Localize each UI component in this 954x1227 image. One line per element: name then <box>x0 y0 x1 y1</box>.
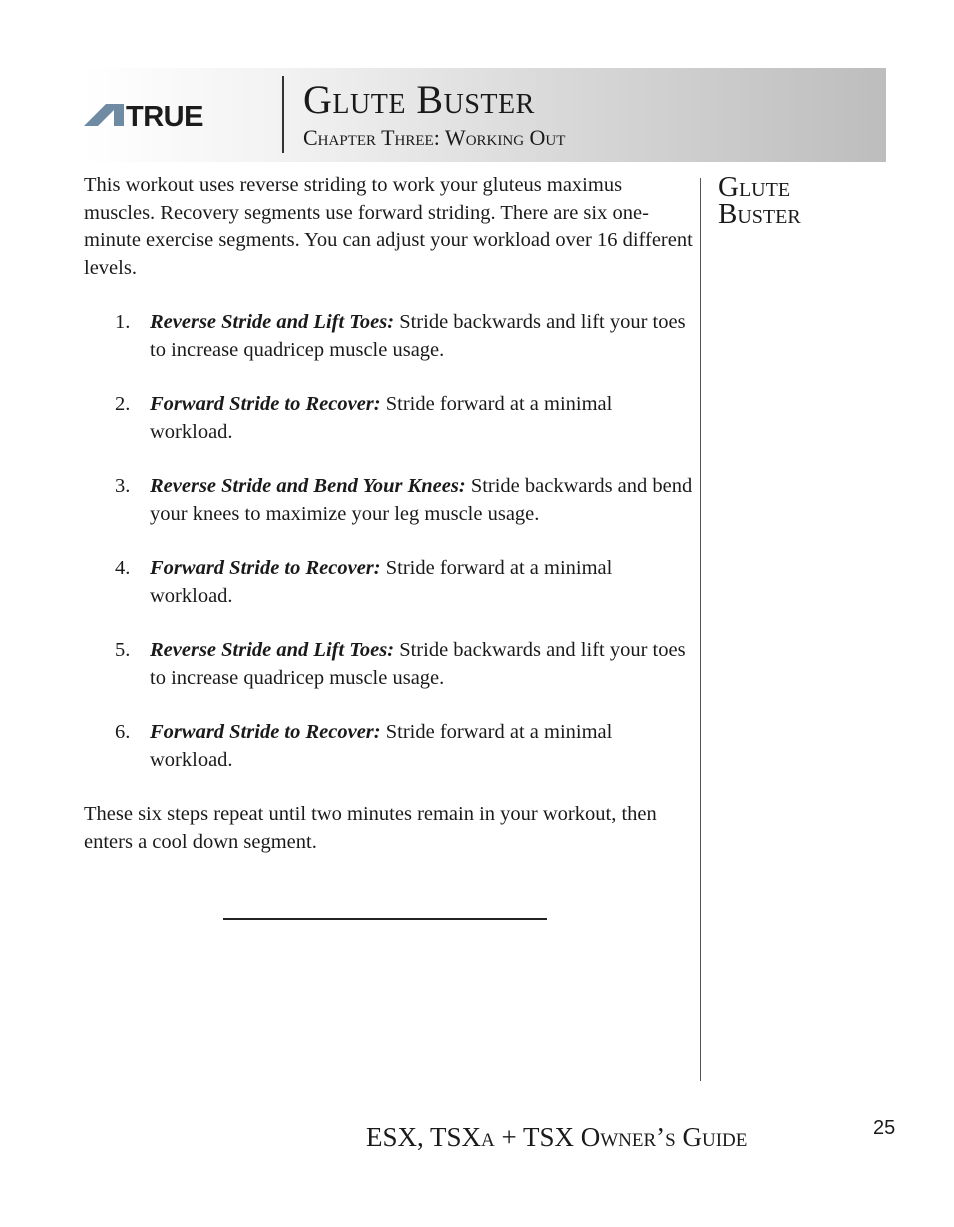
page-title: Glute Buster <box>303 77 535 122</box>
step-lead: Reverse Stride and Lift Toes: <box>150 639 395 661</box>
list-item <box>84 473 694 528</box>
steps-list <box>84 309 694 774</box>
step-number: 3. <box>115 475 131 497</box>
sidebar-heading-line1: Glute <box>718 171 791 203</box>
step-lead: Forward Stride to Recover: <box>150 721 381 743</box>
step-text: Stride forward at a minimal workload. <box>150 393 613 443</box>
step-number: 1. <box>115 311 131 333</box>
intro-paragraph: This workout uses reverse striding to work your gluteus maximus muscles. Recovery segments use forward striding. There are six one-minute exercise segments. You can adjust your workload over 16 different levels. <box>84 174 693 279</box>
sidebar-rule <box>700 178 701 1081</box>
step-number: 2. <box>115 393 131 415</box>
section-end-rule <box>223 918 547 920</box>
step-text: Stride backwards and bend your knees to maximize your leg muscle usage. <box>150 475 693 525</box>
step-lead: Reverse Stride and Lift Toes: <box>150 311 395 333</box>
step-lead: Forward Stride to Recover: <box>150 393 381 415</box>
step-number: 4. <box>115 557 131 579</box>
step-number: 6. <box>115 721 131 743</box>
step-text: Stride backwards and lift your toes to increase quadricep muscle usage. <box>150 311 686 361</box>
page-number: 25 <box>873 1117 896 1139</box>
main-content <box>84 172 694 856</box>
list-item <box>84 555 694 610</box>
footer-guide-title: ESX, TSXa + TSX Owner’s Guide <box>366 1122 748 1152</box>
header-divider <box>282 76 284 153</box>
step-text: Stride backwards and lift your toes to increase quadricep muscle usage. <box>150 639 686 689</box>
step-text: Stride forward at a minimal workload. <box>150 721 613 771</box>
list-item <box>84 637 694 692</box>
step-lead: Reverse Stride and Bend Your Knees: <box>150 475 466 497</box>
logo-text: TRUE <box>126 101 203 130</box>
list-item <box>84 309 694 364</box>
step-number: 5. <box>115 639 131 661</box>
list-item <box>84 719 694 774</box>
outro-paragraph: These six steps repeat until two minutes remain in your workout, then enters a cool down segment. <box>84 803 657 853</box>
chapter-subtitle: Chapter Three: Working Out <box>303 125 566 150</box>
step-text: Stride forward at a minimal workload. <box>150 557 613 607</box>
sidebar-heading-line2: Buster <box>718 198 801 230</box>
step-lead: Forward Stride to Recover: <box>150 557 381 579</box>
list-item <box>84 391 694 446</box>
true-logo <box>84 100 254 130</box>
sidebar-heading <box>718 171 878 230</box>
